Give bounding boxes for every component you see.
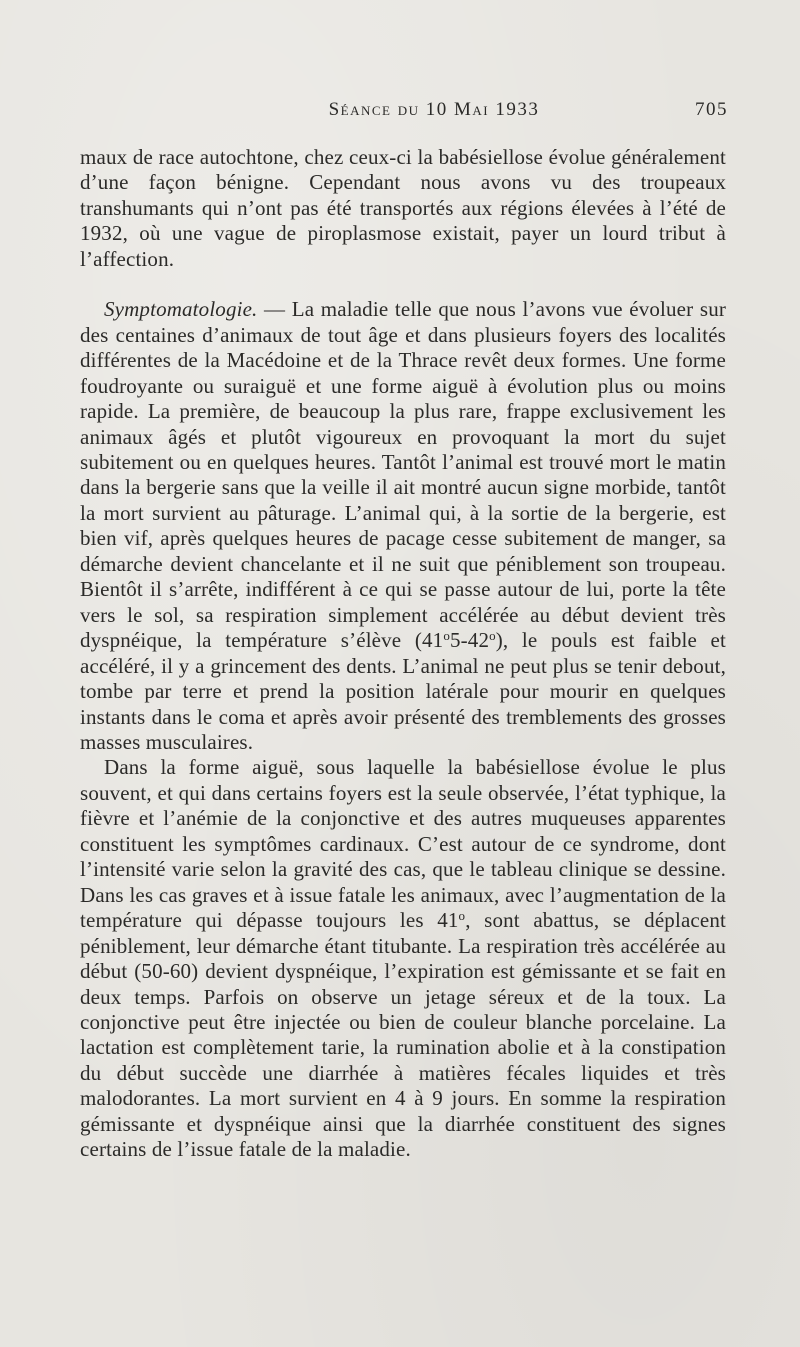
page-header	[80, 99, 728, 125]
paragraph-3-part-2: , sont abattus, se déplacent péniblement, leur démarche étant titubante. La respiration très accélérée au début (50-60) devient dyspnéique, l’expiration est gémissante et se fait en deux temps. Parfois on observe un jetage séreux et de la toux. La conjonctive peut être injectée ou bien de couleur blanche porcelaine. La lactation est complètement tarie, la rumination abolie et à la constipation du début succède une diarrhée à matières fécales liquides et très malodorantes. La mort survient en 4 à 9 jours. En somme la respiration gémissante et dyspnéique ainsi que la diarrhée constituent des signes certains de l’issue fatale de la maladie.	[80, 908, 726, 1162]
paragraph-2-part-1: — La maladie telle que nous l’avons vue évoluer sur des centaines d’animaux de tout âge et dans plusieurs foyers des localités différentes de la Macédoine et de la Thrace revêt deux formes. Une forme foudroyante ou suraiguë et une forme aiguë à évolution plus ou moins rapide. La première, de beaucoup la plus rare, frappe exclusivement les animaux âgés et plutôt vigoureux en provoquant la mort du sujet subitement ou en quelques heures. Tantôt l’animal est trouvé mort le matin dans la bergerie sans que la veille il ait montré aucun signe morbide, tantôt la mort survient au pâturage. L’animal qui, à la sortie de la bergerie, est bien vif, après quelques heures de pacage cesse subitement de manger, sa démarche devient chancelante et il ne suit que péniblement son troupeau. Bientôt il s’arrête, indifférent à ce qui se passe autour de lui, porte la tête vers le sol, sa respiration simplement accélérée au début devient très dyspnéique, la température s’élève (	[80, 297, 726, 653]
section-heading: Symptomatologie.	[104, 297, 258, 322]
running-head: Séance du 10 Mai 1933	[328, 99, 540, 120]
page-number: 705	[695, 99, 728, 120]
temperature-low: 41	[422, 628, 444, 653]
degree-sign: o	[443, 628, 450, 644]
temperature-value: 41	[437, 908, 459, 933]
degree-sign: o	[458, 908, 466, 924]
paragraph-1: maux de race autochtone, chez ceux-ci la babésiellose évolue généralement d’une façon bénigne. Cependant nous avons vu des troupeaux transhumants qui n’ont pas été transportés aux régions élevées à l’été de 1932, où une vague de piroplasmose existait, payer un lourd tribut à l’affection.	[80, 145, 726, 271]
paragraph-2-part-2: ), le pouls est faible et accéléré, il y a grincement des dents. L’animal ne peut plus se tenir debout, tombe par terre et prend la position latérale pour mourir en quelques instants dans le coma et après avoir présenté des tremblements des grosses masses musculaires.	[80, 628, 726, 754]
paragraph-3-part-1: Dans la forme aiguë, sous laquelle la babésiellose évolue le plus souvent, et qui dans certains foyers est la seule observée, l’état typhique, la fièvre et l’anémie de la conjonctive et des autres muqueuses apparentes constituent les symptômes cardinaux. C’est autour de ce syndrome, dont l’intensité varie selon la gravité des cas, que le tableau clinique se dessine. Dans les cas graves et à issue fatale les animaux, avec l’augmentation de la température qui dépasse toujours les	[80, 755, 726, 933]
paragraph-symptomatologie	[80, 297, 726, 755]
paragraph-forme-aigue	[80, 755, 726, 1162]
body-text	[80, 145, 726, 1163]
temperature-range: 5-42	[450, 628, 490, 653]
degree-sign: o	[489, 628, 496, 644]
